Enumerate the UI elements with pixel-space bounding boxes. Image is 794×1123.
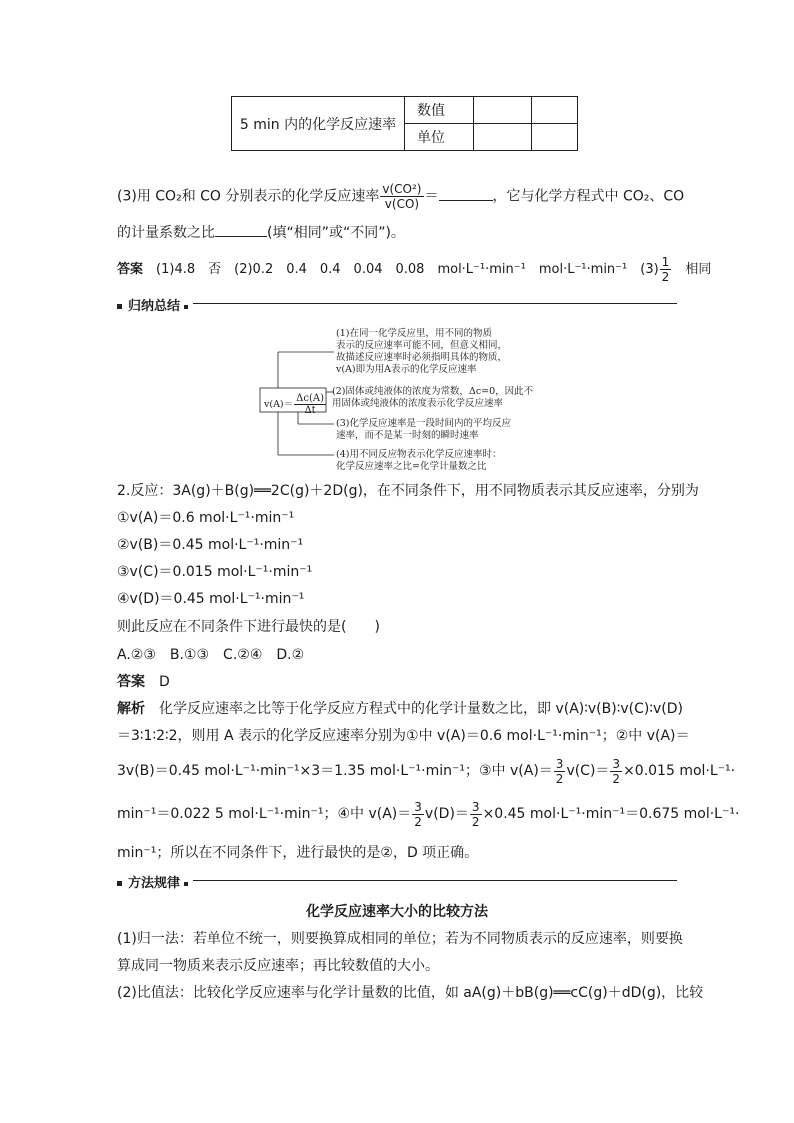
section-title: 归纳总结 (128, 299, 181, 314)
diagram-note-3 (336, 418, 511, 442)
fraction-denominator: 2 (555, 771, 564, 786)
q2-question: 则此反应在不同条件下进行最快的是( ) (117, 619, 380, 635)
answer-label: 答案 (117, 262, 144, 277)
fraction-numerator: 1 (661, 255, 670, 269)
analysis-text: ×0.015 mol·L⁻¹· (623, 763, 736, 779)
analysis-text: v(C)＝ (566, 763, 610, 779)
note-line: 速率，而不是某一时刻的瞬时速率 (336, 430, 479, 441)
fraction-denominator: Δt (304, 405, 316, 416)
note-line: (4)用不同反应物表示化学反应速率时： (336, 449, 502, 460)
section-title: 方法规律 (128, 876, 181, 891)
fraction-numerator: 3 (471, 799, 480, 814)
table-row-header: 5 min 内的化学反应速率 (232, 97, 405, 151)
note-line: 化学反应速率之比=化学计量数之比 (336, 461, 487, 472)
fraction-numerator: v(CO²) (382, 182, 422, 196)
answer2-line (117, 672, 170, 692)
rate-table (231, 96, 578, 151)
diagram-note-2 (332, 386, 533, 410)
answer1-line (117, 255, 711, 284)
analysis-line3 (117, 756, 735, 786)
q2-option: ②v(B)＝0.45 mol·L⁻¹·min⁻¹ (117, 537, 304, 553)
table-row-label: 单位 (405, 124, 474, 151)
method-p1-line2: 算成同一物质来表示反应速率；再比较数值的大小。 (117, 958, 439, 974)
q2-stem: 2.反应：3A(g)＋B(g)══2C(g)＋2D(g)，在不同条件下，用不同物质表示其反应速率，分别为 (117, 483, 699, 499)
formula-fraction (294, 393, 326, 416)
summary-diagram (256, 326, 556, 476)
method-title: 化学反应速率大小的比较方法 (306, 904, 488, 920)
analysis-text: v(D)＝ (424, 806, 469, 822)
q3-text-b: ，它与化学方程式中 CO₂、CO (492, 188, 685, 205)
note-line: (3)化学反应速率是一段时间内的平均反应 (336, 418, 511, 429)
analysis-text: 化学反应速率之比等于化学反应方程式中的化学计量数之比，即 v(A)∶v(B)∶v(C)∶v(D) (159, 701, 683, 717)
q2-option: ④v(D)＝0.45 mol·L⁻¹·min⁻¹ (117, 591, 305, 607)
analysis-text: min⁻¹＝0.022 5 mol·L⁻¹·min⁻¹；④中 v(A)＝ (117, 806, 412, 822)
analysis-fraction (554, 757, 566, 786)
diagram-note-4 (336, 449, 501, 473)
analysis-fraction (610, 757, 622, 786)
section-header-summary (117, 295, 677, 314)
note-line: (2)固体或纯液体的浓度为常数，Δc=0，因此不 (332, 386, 534, 397)
fraction-denominator: 2 (661, 270, 670, 284)
analysis-label: 解析 (117, 701, 145, 717)
bullet-square-icon (117, 881, 122, 886)
analysis-line4 (117, 799, 739, 829)
q2-option: ③v(C)＝0.015 mol·L⁻¹·min⁻¹ (117, 564, 313, 580)
fraction-numerator: 3 (555, 756, 564, 771)
answer1-tail: 相同 (672, 262, 712, 277)
answer-blank (439, 186, 493, 201)
analysis-line5: min⁻¹；所以在不同条件下，进行最快的是②，D 项正确。 (117, 845, 479, 861)
fraction-denominator: 2 (612, 771, 621, 786)
formula-left: v(A)＝ (264, 399, 294, 410)
q2-option: ①v(A)＝0.6 mol·L⁻¹·min⁻¹ (117, 510, 295, 526)
answer-blank (215, 222, 267, 237)
analysis-line2: ＝3∶1∶2∶2，则用 A 表示的化学反应速率分别为①中 v(A)＝0.6 mol·L⁻¹·min⁻¹；②中 v(A)＝ (117, 728, 690, 744)
section-header-method (117, 872, 677, 891)
note-line: v(A)即为用A表示的化学反应速率 (336, 364, 477, 375)
analysis-line1 (117, 699, 683, 719)
method-p1-line1: (1)归一法：若单位不统一，则要换算成相同的单位；若为不同物质表示的反应速率，则要换 (117, 931, 683, 947)
note-line: 表示的反应速率可能不同，但意义相同， (336, 340, 508, 351)
fraction-numerator: 3 (414, 799, 422, 814)
q3-text-d: (填“相同”或“不同”)。 (267, 225, 405, 241)
diagram-note-1 (336, 328, 507, 376)
fraction-numerator: Δc(A) (296, 393, 324, 404)
analysis-text: ×0.45 mol·L⁻¹·min⁻¹＝0.675 mol·L⁻¹· (482, 806, 740, 822)
table-cell (474, 97, 532, 124)
q3-text-a: (3)用 CO₂和 CO 分别表示的化学反应速率 (117, 188, 380, 205)
answer1-text: (1)4.8 否 (2)0.2 0.4 0.4 0.04 0.08 mol·L⁻¹·min⁻¹ mol·L⁻¹·min⁻¹ (3) (156, 262, 659, 277)
note-line: (1)在同一化学反应里，用不同的物质 (336, 328, 492, 339)
q3-fraction (380, 182, 423, 211)
method-p2-line1: (2)比值法：比较化学反应速率与化学计量数的比值，如 aA(g)＋bB(g)══cC(g)＋dD(g)，比较 (117, 985, 704, 1001)
table-cell (532, 97, 578, 124)
bullet-square-icon (117, 304, 122, 309)
fraction-denominator: 2 (471, 814, 480, 829)
fraction-numerator: 3 (612, 756, 621, 771)
table-cell (532, 124, 578, 151)
answer2-value: D (159, 674, 170, 690)
bullet-square-icon (184, 305, 188, 309)
fraction-denominator: 2 (414, 814, 422, 829)
answer1-fraction (660, 255, 672, 284)
diagram-formula (264, 393, 327, 416)
q3-text-c: 的计量系数之比 (117, 225, 215, 241)
analysis-fraction (470, 800, 482, 829)
equals-sign: ＝ (424, 188, 439, 205)
note-line: 用固体或纯液体的浓度表示化学反应速率 (332, 398, 504, 409)
analysis-text: 3v(B)＝0.45 mol·L⁻¹·min⁻¹×3＝1.35 mol·L⁻¹·min⁻¹；③中 v(A)＝ (117, 763, 553, 779)
section-rule (193, 880, 677, 881)
q2-choices: A.②③ B.①③ C.②④ D.② (117, 647, 305, 663)
fraction-denominator: v(CO) (384, 197, 420, 211)
bullet-square-icon (184, 882, 188, 886)
q3-line2 (117, 222, 405, 243)
answer-label: 答案 (117, 674, 145, 690)
table-row-label: 数值 (405, 97, 474, 124)
note-line: 故描述反应速率时必须指明具体的物质， (336, 352, 508, 363)
table-cell (474, 124, 532, 151)
q3-line1 (117, 182, 684, 211)
section-rule (193, 303, 677, 304)
analysis-fraction (412, 800, 424, 829)
